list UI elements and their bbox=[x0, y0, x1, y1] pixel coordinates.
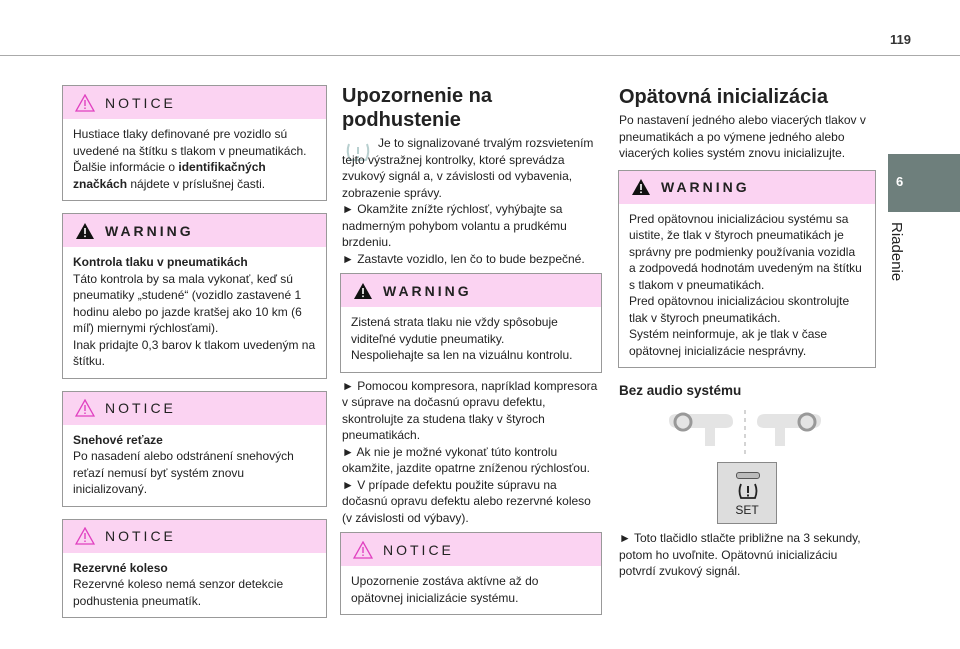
warning-heading: Kontrola tlaku v pneumatikách bbox=[73, 255, 248, 269]
set-button[interactable] bbox=[717, 462, 777, 524]
notice-label: NOTICE bbox=[105, 400, 176, 416]
notice-text: Upozornenie zostáva aktívne až do opätovnej inicializácie systému. bbox=[351, 574, 539, 605]
notice-link-text: identifikačných značkách bbox=[73, 160, 266, 191]
warning-box bbox=[62, 213, 327, 379]
warning-label: WARNING bbox=[383, 282, 472, 299]
notice-heading: Snehové reťaze bbox=[73, 432, 163, 447]
warning-outline-icon bbox=[75, 94, 95, 112]
warning-text: Nespoliehajte sa len na vizuálnu kontrolu. bbox=[351, 348, 573, 362]
warning-outline-icon bbox=[75, 527, 95, 545]
warning-text: Pred opätovnou inicializáciou systému sa uistite, že tlak v štyroch pneumatikách je správny pre podmienky používania vozidla a zodpovedá hodnotám uvedeným na štítku s tlakom v pneumatikách. bbox=[629, 211, 862, 292]
intro-text: Je to signalizované trvalým rozsvietením tejto výstražnej kontrolky, ktoré sprevádza zvukový signál a, v závislosti od vybavenia, zobrazenie správy. bbox=[342, 136, 594, 200]
notice-box bbox=[340, 532, 602, 615]
tire-pressure-icon bbox=[737, 482, 759, 500]
bullet-text: ► Toto tlačidlo stlačte približne na 3 sekundy, potom ho uvoľnite. Opätovnú inicializáciu potvrdí zvukový signál. bbox=[619, 531, 861, 578]
button-led bbox=[736, 472, 760, 479]
chapter-number: 6 bbox=[896, 174, 904, 189]
warning-text: Pred opätovnou inicializáciou skontrolujte tlak v štyroch pneumatikách. bbox=[629, 294, 850, 325]
warning-text: Táto kontrola by sa mala vykonať, keď sú pneumatiky „studené“ (vozidlo zastavené 1 hodinu alebo po jazde kratšej ako 10 km (6 míľ) miernymi rýchlosťami). bbox=[73, 271, 302, 335]
warning-text: Systém neinformuje, ak je tlak v čase opätovnej inicializácie nesprávny. bbox=[629, 327, 828, 358]
warning-outline-icon bbox=[75, 399, 95, 417]
notice-heading: Rezervné koleso bbox=[73, 560, 168, 575]
bullet-text: ► V prípade defektu použite súpravu na dočasnú opravu defektu alebo rezervné koleso (v závislosti od výbavy). bbox=[342, 477, 591, 525]
warning-icon bbox=[75, 222, 95, 240]
section-title: Upozornenie na podhustenie bbox=[342, 85, 493, 131]
warning-icon bbox=[353, 282, 373, 300]
dashboard-illustration bbox=[665, 410, 825, 456]
set-label: SET bbox=[735, 503, 759, 517]
notice-text: Hustiace tlaky definované pre vozidlo sú uvedené na štítku s tlakom v pneumatikách. Ďalšie informácie o bbox=[73, 127, 307, 174]
intro-text: Po nastavení jedného alebo viacerých tlakov v pneumatikách a po výmene jedného alebo viacerých kolies systém znovu inicializujte. bbox=[619, 113, 866, 160]
bullet-text: ► Pomocou kompresora, napríklad kompresora v súprave na dočasnú opravu defektu, skontrolujte za studena tlaky v štyroch pneumatikách. bbox=[342, 378, 598, 442]
notice-text: Rezervné koleso nemá senzor detekcie podhustenia pneumatík. bbox=[73, 577, 284, 608]
notice-label: NOTICE bbox=[105, 94, 176, 111]
notice-text-end: nájdete v príslušnej časti. bbox=[127, 176, 266, 191]
chapter-title: Riadenie bbox=[888, 222, 905, 282]
notice-box bbox=[62, 519, 327, 619]
bullet-text: ► Zastavte vozidlo, len čo to bude bezpečné. bbox=[342, 251, 585, 266]
middle-column bbox=[340, 84, 602, 615]
notice-label: NOTICE bbox=[383, 541, 454, 558]
warning-outline-icon bbox=[353, 541, 373, 559]
page-number: 119 bbox=[890, 32, 911, 47]
notice-box bbox=[62, 391, 327, 507]
notice-box bbox=[62, 85, 327, 201]
left-column bbox=[62, 85, 327, 618]
header-rule bbox=[0, 55, 960, 56]
warning-label: WARNING bbox=[661, 179, 750, 195]
warning-text: Zistená strata tlaku nie vždy spôsobuje viditeľné vydutie pneumatiky. bbox=[351, 315, 558, 346]
subsection-title: Bez audio systému bbox=[619, 383, 742, 398]
warning-box bbox=[618, 170, 876, 369]
bullet-text: ► Okamžite znížte rýchlosť, vyhýbajte sa nadmerným pohybom volantu a prudkému brzdeniu. bbox=[342, 202, 567, 249]
warning-box bbox=[340, 273, 602, 373]
warning-text: Inak pridajte 0,3 barov k tlakom uvedeným na štítku. bbox=[73, 337, 316, 368]
right-column bbox=[618, 85, 876, 580]
notice-text: Po nasadení alebo odstránení snehových reťazí nemusí byť systém znovu inicializovaný. bbox=[73, 449, 294, 496]
intro-block bbox=[340, 135, 602, 201]
bullet-text: ► Ak nie je možné vykonať túto kontrolu okamžite, jazdite opatrne zníženou rýchlosťou. bbox=[342, 444, 590, 475]
notice-label: NOTICE bbox=[105, 528, 176, 544]
warning-label: WARNING bbox=[105, 222, 194, 239]
warning-icon bbox=[631, 178, 651, 196]
chapter-tab[interactable] bbox=[888, 154, 960, 212]
section-title: Opätovná inicializácia bbox=[619, 86, 828, 108]
